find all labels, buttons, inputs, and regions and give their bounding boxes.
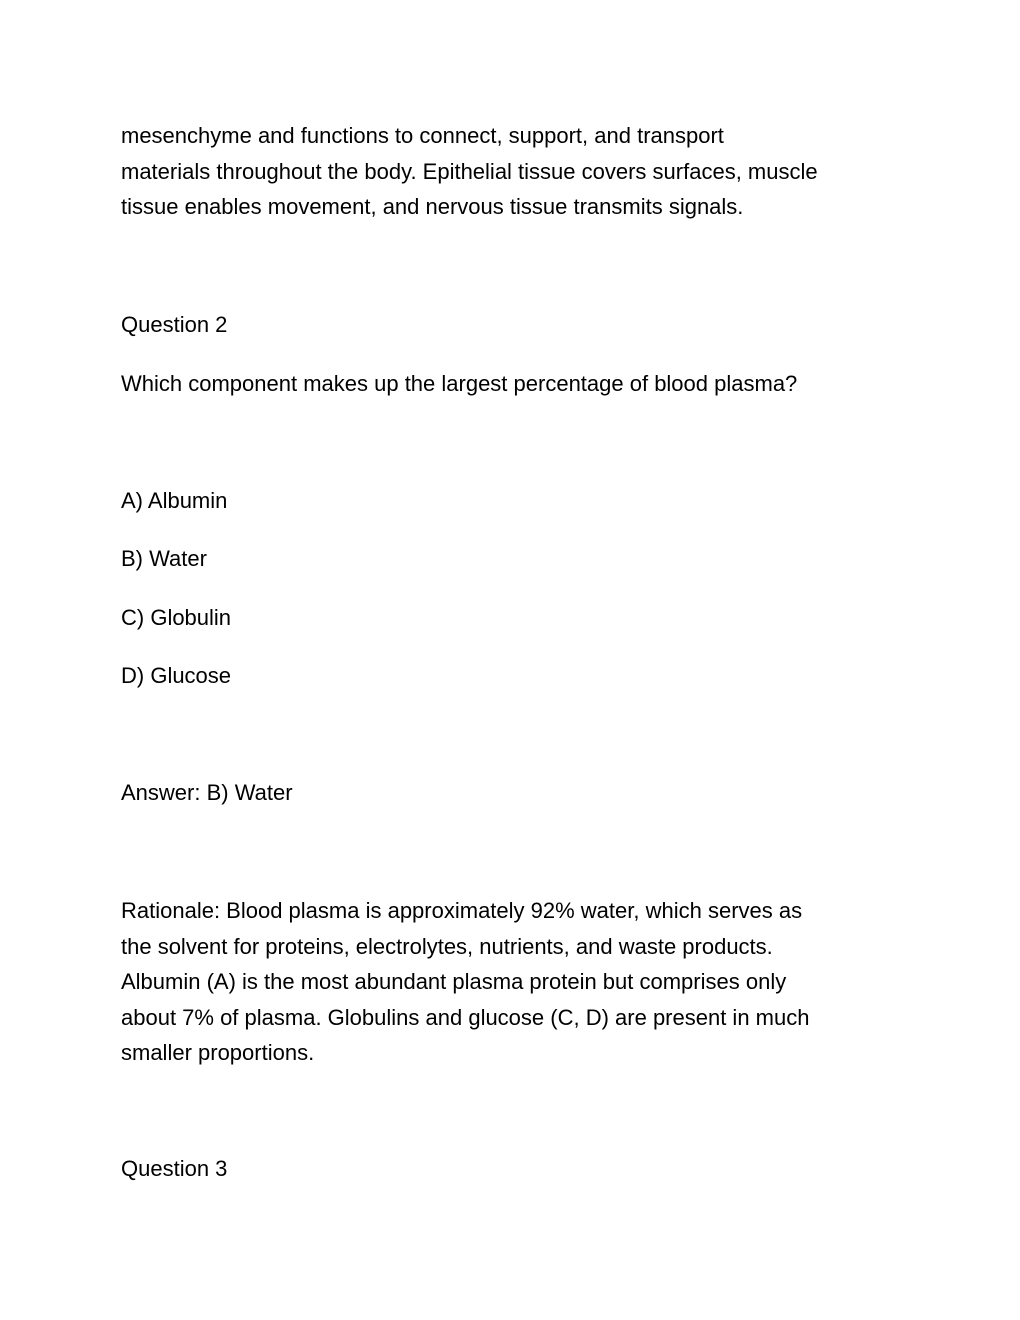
rationale-line: about 7% of plasma. Globulins and glucose (C, D) are present in much: [121, 1004, 810, 1030]
intro-paragraph: [121, 118, 911, 225]
question-2-heading: Question 2: [121, 312, 228, 337]
option-b: B) Water: [121, 546, 207, 571]
paragraph-line: materials throughout the body. Epithelial tissue covers surfaces, muscle: [121, 158, 818, 184]
rationale-line: the solvent for proteins, electrolytes, nutrients, and waste products.: [121, 933, 773, 959]
question-3-heading: Question 3: [121, 1156, 228, 1181]
rationale-paragraph: [121, 893, 911, 1071]
rationale-line: Rationale: Blood plasma is approximately 92% water, which serves as: [121, 898, 803, 923]
paragraph-line: tissue enables movement, and nervous tissue transmits signals.: [121, 194, 744, 219]
answer-line: Answer: B) Water: [121, 780, 293, 805]
question-2-prompt: Which component makes up the largest percentage of blood plasma?: [121, 371, 798, 396]
paragraph-line: mesenchyme and functions to connect, support, and transport: [121, 123, 724, 148]
rationale-line: smaller proportions.: [121, 1040, 315, 1065]
option-c: C) Globulin: [121, 605, 232, 630]
rationale-line: Albumin (A) is the most abundant plasma protein but comprises only: [121, 969, 787, 994]
option-d: D) Glucose: [121, 663, 232, 688]
option-a: A) Albumin: [121, 488, 228, 513]
